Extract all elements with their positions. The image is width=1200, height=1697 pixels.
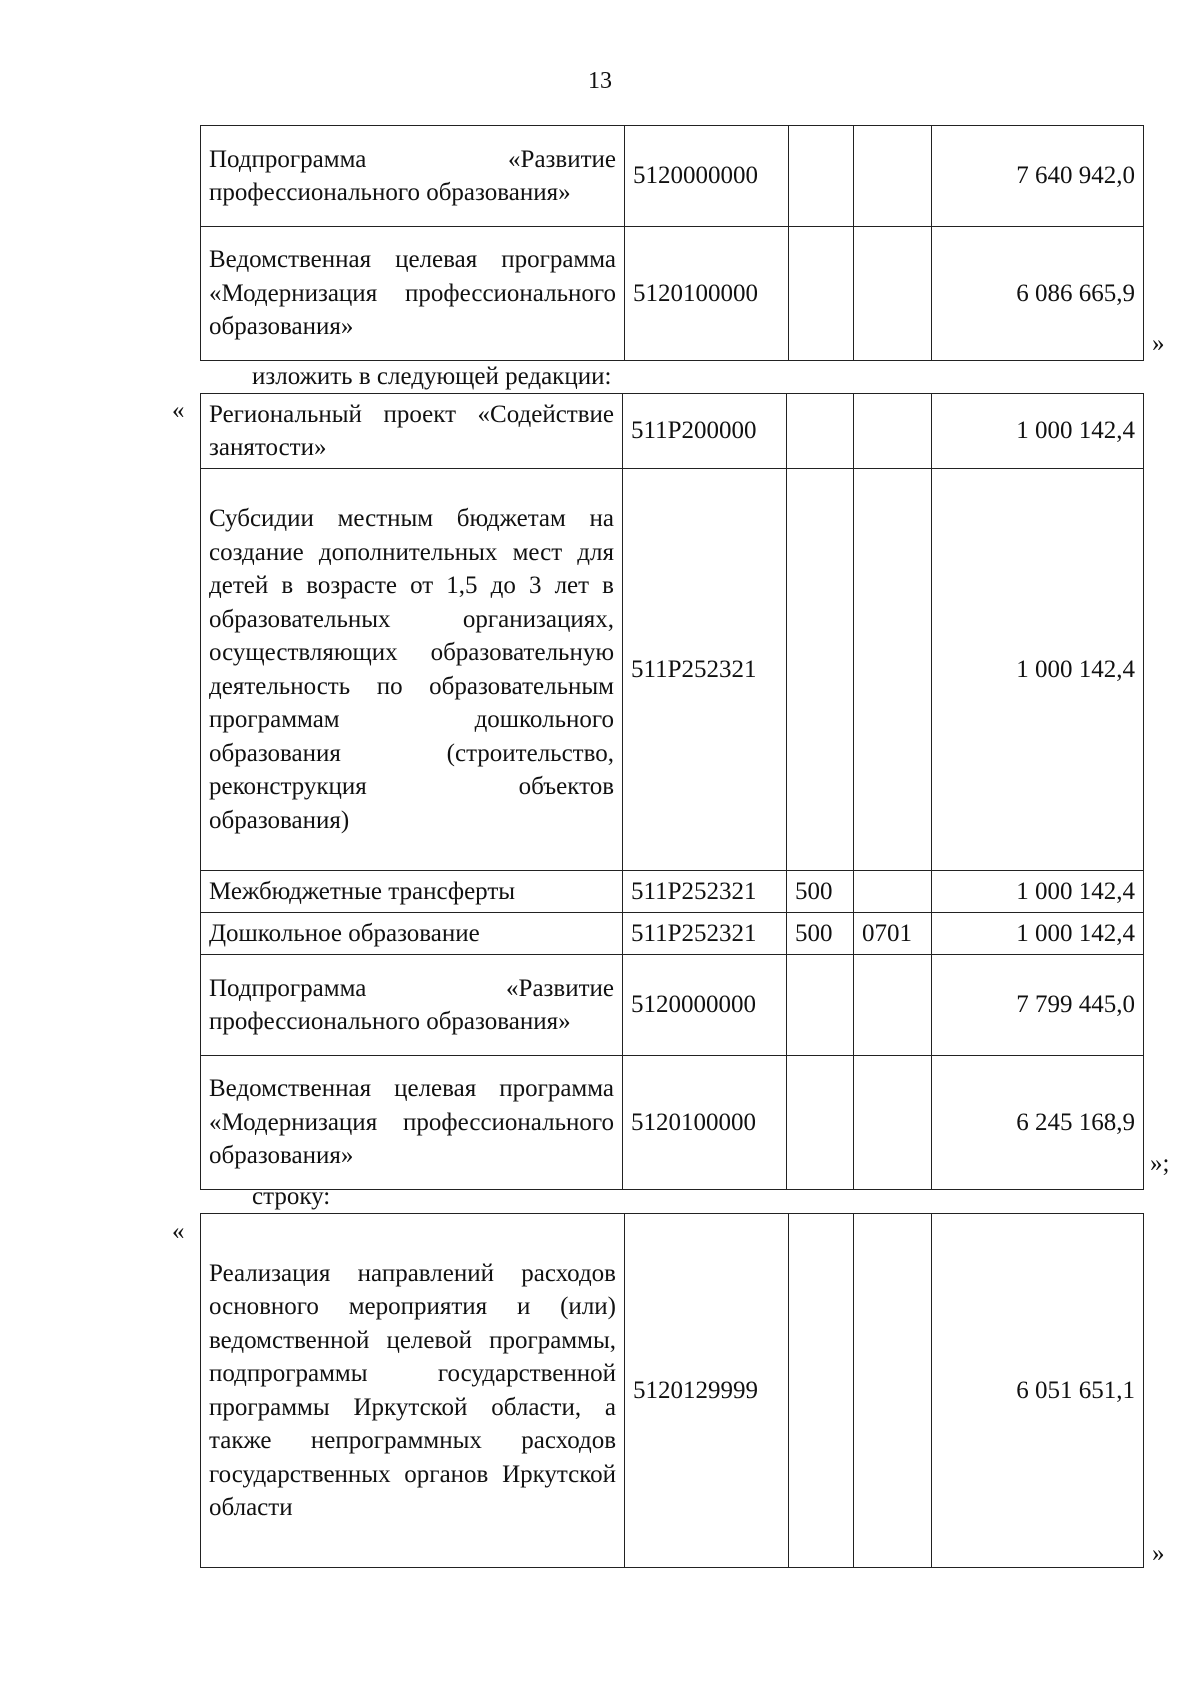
table-row (201, 394, 1144, 469)
row-name: Региональный проект «Содействие занятости» (201, 394, 623, 469)
page-number: 13 (588, 68, 612, 94)
table-row (201, 227, 1144, 361)
row-name: Подпрограмма «Развитие профессионального образования» (201, 126, 625, 227)
table-row (201, 913, 1144, 955)
row-code: 511P252321 (623, 469, 787, 871)
row-rzpr (854, 1214, 932, 1568)
row-amount: 1 000 142,4 (932, 394, 1144, 469)
opening-quote: « (172, 1218, 185, 1245)
table-row (201, 126, 1144, 227)
row-amount: 1 000 142,4 (932, 469, 1144, 871)
row-amount: 7 799 445,0 (932, 955, 1144, 1056)
phrase-new-edition: изложить в следующей редакции: (252, 363, 612, 390)
table-row (201, 871, 1144, 913)
row-name: Субсидии местным бюджетам на создание дополнительных мест для детей в возрасте от 1,5 до 3 лет в образовательных организациях, осуществляющих образовательную деятельность по образовательным программам дошкольного образования (строительство, реконструкция объектов образования) (201, 469, 623, 871)
budget-table-row (200, 1213, 1144, 1568)
row-code: 511P252321 (623, 871, 787, 913)
row-name: Межбюджетные трансферты (201, 871, 623, 913)
row-code: 5120100000 (625, 227, 789, 361)
row-amount: 6 086 665,9 (932, 227, 1144, 361)
row-rzpr (854, 469, 932, 871)
phrase-row: строку: (252, 1183, 331, 1210)
row-vr (787, 1056, 854, 1190)
closing-quote: » (1152, 330, 1165, 357)
row-amount: 1 000 142,4 (932, 871, 1144, 913)
row-amount: 7 640 942,0 (932, 126, 1144, 227)
row-code: 5120129999 (625, 1214, 789, 1568)
row-rzpr (854, 1056, 932, 1190)
row-rzpr (854, 871, 932, 913)
closing-quote: » (1152, 1540, 1165, 1567)
opening-quote: « (172, 397, 185, 424)
row-code: 511P252321 (623, 913, 787, 955)
row-name: Дошкольное образование (201, 913, 623, 955)
row-vr (787, 394, 854, 469)
table-row (201, 469, 1144, 871)
table-row (201, 1214, 1144, 1568)
row-vr: 500 (787, 871, 854, 913)
row-rzpr: 0701 (854, 913, 932, 955)
row-name: Ведомственная целевая программа «Модернизация профессионального образования» (201, 227, 625, 361)
row-rzpr (854, 955, 932, 1056)
row-code: 5120100000 (623, 1056, 787, 1190)
row-rzpr (854, 394, 932, 469)
row-vr (789, 126, 854, 227)
row-amount: 1 000 142,4 (932, 913, 1144, 955)
row-vr (789, 227, 854, 361)
row-name: Подпрограмма «Развитие профессионального образования» (201, 955, 623, 1056)
row-name: Реализация направлений расходов основного мероприятия и (или) ведомственной целевой программы, подпрограммы государственной программы Иркутской области, а также непрограммных расходов государственных органов Иркутской области (201, 1214, 625, 1568)
row-code: 5120000000 (623, 955, 787, 1056)
row-vr: 500 (787, 913, 854, 955)
row-vr (789, 1214, 854, 1568)
table-row (201, 1056, 1144, 1190)
closing-quote-semicolon: »; (1150, 1150, 1170, 1177)
table-row (201, 955, 1144, 1056)
row-vr (787, 955, 854, 1056)
row-code: 511P200000 (623, 394, 787, 469)
budget-table-new (200, 393, 1144, 1190)
row-code: 5120000000 (625, 126, 789, 227)
budget-table-original (200, 125, 1144, 361)
row-vr (787, 469, 854, 871)
row-amount: 6 051 651,1 (932, 1214, 1144, 1568)
row-amount: 6 245 168,9 (932, 1056, 1144, 1190)
row-rzpr (854, 227, 932, 361)
row-name: Ведомственная целевая программа «Модернизация профессионального образования» (201, 1056, 623, 1190)
row-rzpr (854, 126, 932, 227)
